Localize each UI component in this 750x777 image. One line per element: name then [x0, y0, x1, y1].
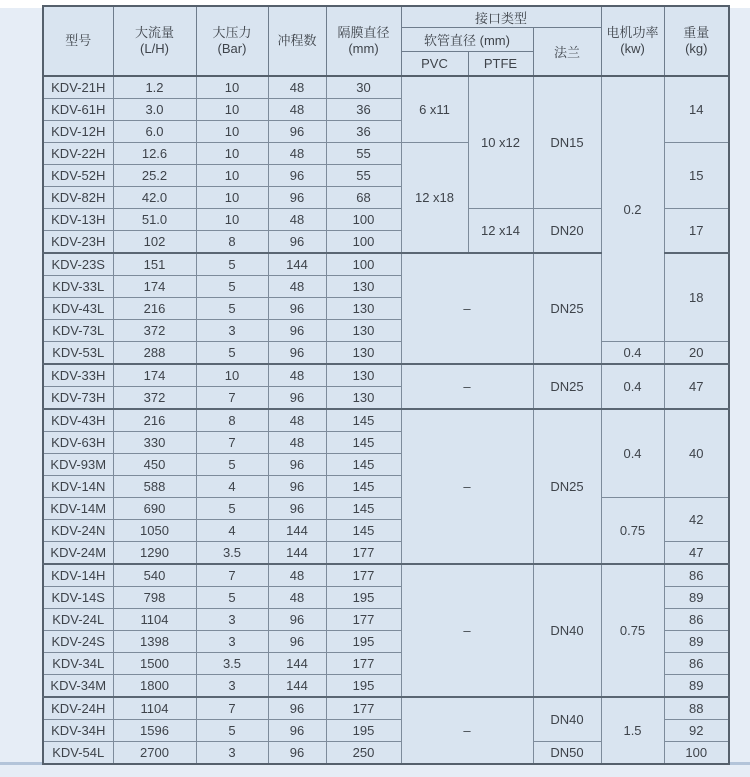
cell-pressure: 10 — [196, 165, 268, 187]
cell-pressure: 10 — [196, 187, 268, 209]
cell-model: KDV-63H — [43, 432, 113, 454]
cell-pressure: 5 — [196, 276, 268, 298]
cell-strokes: 144 — [268, 253, 326, 276]
cell-diaphragm: 145 — [326, 409, 401, 432]
cell-flow: 1800 — [113, 675, 196, 698]
header-diaphragm: 隔膜直径 (mm) — [326, 6, 401, 76]
table-header — [43, 6, 729, 76]
cell-diaphragm: 55 — [326, 143, 401, 165]
cell-power: 0.4 — [601, 342, 664, 365]
cell-flow: 372 — [113, 320, 196, 342]
cell-flow: 330 — [113, 432, 196, 454]
cell-model: KDV-54L — [43, 742, 113, 765]
cell-diaphragm: 145 — [326, 454, 401, 476]
cell-weight: 47 — [664, 542, 729, 565]
cell-model: KDV-24N — [43, 520, 113, 542]
cell-pressure: 5 — [196, 587, 268, 609]
cell-hose_both: – — [401, 564, 533, 697]
cell-weight: 86 — [664, 653, 729, 675]
cell-model: KDV-34L — [43, 653, 113, 675]
cell-pressure: 5 — [196, 454, 268, 476]
cell-diaphragm: 130 — [326, 364, 401, 387]
cell-strokes: 96 — [268, 298, 326, 320]
cell-pressure: 3 — [196, 320, 268, 342]
cell-flow: 151 — [113, 253, 196, 276]
cell-flow: 1398 — [113, 631, 196, 653]
cell-pressure: 10 — [196, 121, 268, 143]
cell-flow: 372 — [113, 387, 196, 410]
cell-pressure: 10 — [196, 99, 268, 121]
cell-flange: DN40 — [533, 697, 601, 742]
cell-pressure: 7 — [196, 697, 268, 720]
cell-model: KDV-24M — [43, 542, 113, 565]
cell-flow: 450 — [113, 454, 196, 476]
cell-flow: 6.0 — [113, 121, 196, 143]
cell-weight: 40 — [664, 409, 729, 498]
cell-power: 0.2 — [601, 76, 664, 342]
cell-strokes: 144 — [268, 542, 326, 565]
cell-strokes: 96 — [268, 697, 326, 720]
cell-diaphragm: 36 — [326, 121, 401, 143]
header-flow: 大流量 (L/H) — [113, 6, 196, 76]
cell-pressure: 10 — [196, 364, 268, 387]
cell-hose_both: – — [401, 697, 533, 764]
cell-pressure: 4 — [196, 476, 268, 498]
cell-model: KDV-12H — [43, 121, 113, 143]
cell-flow: 1104 — [113, 697, 196, 720]
header-weight: 重量 (kg) — [664, 6, 729, 76]
cell-flow: 540 — [113, 564, 196, 587]
cell-pressure: 4 — [196, 520, 268, 542]
cell-strokes: 96 — [268, 476, 326, 498]
cell-diaphragm: 177 — [326, 697, 401, 720]
table-row — [43, 364, 729, 387]
table-row — [43, 342, 729, 365]
cell-weight: 17 — [664, 209, 729, 254]
cell-flow: 12.6 — [113, 143, 196, 165]
cell-diaphragm: 130 — [326, 342, 401, 365]
cell-pressure: 5 — [196, 342, 268, 365]
cell-diaphragm: 30 — [326, 76, 401, 99]
cell-flow: 1104 — [113, 609, 196, 631]
cell-weight: 86 — [664, 609, 729, 631]
cell-flow: 588 — [113, 476, 196, 498]
cell-strokes: 96 — [268, 631, 326, 653]
cell-model: KDV-23H — [43, 231, 113, 254]
cell-hose_ptfe: 10 x12 — [468, 76, 533, 209]
cell-model: KDV-13H — [43, 209, 113, 231]
cell-hose_both: – — [401, 409, 533, 564]
cell-model: KDV-24S — [43, 631, 113, 653]
cell-strokes: 96 — [268, 342, 326, 365]
cell-flow: 216 — [113, 409, 196, 432]
cell-diaphragm: 145 — [326, 476, 401, 498]
cell-hose_ptfe: 12 x14 — [468, 209, 533, 254]
cell-diaphragm: 130 — [326, 276, 401, 298]
cell-weight: 86 — [664, 564, 729, 587]
cell-strokes: 48 — [268, 432, 326, 454]
cell-flow: 798 — [113, 587, 196, 609]
cell-model: KDV-73L — [43, 320, 113, 342]
cell-diaphragm: 145 — [326, 498, 401, 520]
cell-flange: DN40 — [533, 564, 601, 697]
cell-diaphragm: 195 — [326, 587, 401, 609]
cell-model: KDV-34M — [43, 675, 113, 698]
cell-weight: 20 — [664, 342, 729, 365]
cell-diaphragm: 177 — [326, 564, 401, 587]
cell-strokes: 144 — [268, 675, 326, 698]
cell-strokes: 96 — [268, 387, 326, 410]
cell-strokes: 96 — [268, 165, 326, 187]
cell-flow: 690 — [113, 498, 196, 520]
cell-diaphragm: 68 — [326, 187, 401, 209]
header-strokes: 冲程数 — [268, 6, 326, 76]
cell-strokes: 48 — [268, 564, 326, 587]
cell-pressure: 8 — [196, 409, 268, 432]
cell-diaphragm: 195 — [326, 720, 401, 742]
cell-strokes: 96 — [268, 320, 326, 342]
cell-flow: 174 — [113, 364, 196, 387]
cell-hose_pvc: 6 x11 — [401, 76, 468, 143]
table-row — [43, 76, 729, 99]
cell-diaphragm: 100 — [326, 231, 401, 254]
cell-flow: 1050 — [113, 520, 196, 542]
header-motor-power: 电机功率 (kw) — [601, 6, 664, 76]
cell-model: KDV-73H — [43, 387, 113, 410]
cell-strokes: 144 — [268, 653, 326, 675]
cell-hose_both: – — [401, 253, 533, 364]
cell-flange: DN20 — [533, 209, 601, 254]
cell-flange: DN15 — [533, 76, 601, 209]
cell-model: KDV-53L — [43, 342, 113, 365]
cell-flange: DN25 — [533, 253, 601, 364]
cell-strokes: 96 — [268, 720, 326, 742]
cell-model: KDV-23S — [43, 253, 113, 276]
cell-flange: DN50 — [533, 742, 601, 765]
cell-weight: 47 — [664, 364, 729, 409]
cell-diaphragm: 177 — [326, 653, 401, 675]
cell-model: KDV-33H — [43, 364, 113, 387]
cell-strokes: 48 — [268, 587, 326, 609]
table-row — [43, 697, 729, 720]
cell-flow: 216 — [113, 298, 196, 320]
cell-diaphragm: 100 — [326, 253, 401, 276]
cell-pressure: 10 — [196, 143, 268, 165]
header-ptfe: PTFE — [468, 52, 533, 77]
cell-diaphragm: 130 — [326, 298, 401, 320]
table-row — [43, 564, 729, 587]
cell-pressure: 3 — [196, 609, 268, 631]
cell-model: KDV-93M — [43, 454, 113, 476]
cell-pressure: 8 — [196, 231, 268, 254]
cell-pressure: 7 — [196, 432, 268, 454]
cell-flow: 25.2 — [113, 165, 196, 187]
cell-diaphragm: 145 — [326, 432, 401, 454]
cell-weight: 14 — [664, 76, 729, 143]
cell-strokes: 48 — [268, 209, 326, 231]
cell-strokes: 96 — [268, 609, 326, 631]
cell-pressure: 3 — [196, 742, 268, 765]
cell-strokes: 96 — [268, 187, 326, 209]
header-interface-type: 接口类型 — [401, 6, 601, 28]
table-row — [43, 409, 729, 432]
cell-flow: 51.0 — [113, 209, 196, 231]
table-row — [43, 498, 729, 520]
cell-strokes: 48 — [268, 276, 326, 298]
cell-strokes: 96 — [268, 742, 326, 765]
cell-diaphragm: 195 — [326, 631, 401, 653]
cell-diaphragm: 145 — [326, 520, 401, 542]
cell-pressure: 3 — [196, 631, 268, 653]
cell-diaphragm: 250 — [326, 742, 401, 765]
cell-pressure: 5 — [196, 720, 268, 742]
header-pvc: PVC — [401, 52, 468, 77]
cell-pressure: 5 — [196, 253, 268, 276]
cell-diaphragm: 36 — [326, 99, 401, 121]
cell-flow: 1500 — [113, 653, 196, 675]
cell-model: KDV-43H — [43, 409, 113, 432]
cell-weight: 100 — [664, 742, 729, 765]
cell-weight: 15 — [664, 143, 729, 209]
cell-diaphragm: 195 — [326, 675, 401, 698]
cell-diaphragm: 177 — [326, 609, 401, 631]
cell-strokes: 144 — [268, 520, 326, 542]
cell-power: 0.75 — [601, 564, 664, 697]
cell-flow: 3.0 — [113, 99, 196, 121]
header-model: 型号 — [43, 6, 113, 76]
cell-flow: 42.0 — [113, 187, 196, 209]
cell-strokes: 96 — [268, 231, 326, 254]
cell-power: 1.5 — [601, 697, 664, 764]
cell-flow: 174 — [113, 276, 196, 298]
cell-flow: 102 — [113, 231, 196, 254]
cell-strokes: 96 — [268, 498, 326, 520]
cell-model: KDV-21H — [43, 76, 113, 99]
cell-pressure: 7 — [196, 564, 268, 587]
cell-strokes: 48 — [268, 76, 326, 99]
cell-weight: 89 — [664, 631, 729, 653]
cell-model: KDV-33L — [43, 276, 113, 298]
cell-model: KDV-34H — [43, 720, 113, 742]
cell-hose_pvc: 12 x18 — [401, 143, 468, 254]
cell-model: KDV-14M — [43, 498, 113, 520]
cell-strokes: 48 — [268, 364, 326, 387]
cell-power: 0.75 — [601, 498, 664, 565]
cell-diaphragm: 177 — [326, 542, 401, 565]
cell-pressure: 5 — [196, 498, 268, 520]
spec-table-body — [43, 76, 729, 764]
cell-model: KDV-61H — [43, 99, 113, 121]
cell-model: KDV-82H — [43, 187, 113, 209]
header-pressure: 大压力 (Bar) — [196, 6, 268, 76]
cell-flow: 1596 — [113, 720, 196, 742]
cell-diaphragm: 130 — [326, 320, 401, 342]
cell-model: KDV-22H — [43, 143, 113, 165]
cell-pressure: 5 — [196, 298, 268, 320]
pump-spec-table — [42, 5, 730, 765]
cell-weight: 88 — [664, 697, 729, 720]
header-flange: 法兰 — [533, 28, 601, 77]
cell-pressure: 10 — [196, 76, 268, 99]
cell-model: KDV-14N — [43, 476, 113, 498]
cell-pressure: 3.5 — [196, 542, 268, 565]
cell-power: 0.4 — [601, 409, 664, 498]
cell-model: KDV-43L — [43, 298, 113, 320]
cell-power: 0.4 — [601, 364, 664, 409]
cell-weight: 89 — [664, 675, 729, 698]
cell-diaphragm: 130 — [326, 387, 401, 410]
cell-hose_both: – — [401, 364, 533, 409]
cell-model: KDV-24L — [43, 609, 113, 631]
cell-flow: 1290 — [113, 542, 196, 565]
cell-pressure: 3 — [196, 675, 268, 698]
header-hose-diameter: 软管直径 (mm) — [401, 28, 533, 52]
cell-model: KDV-24H — [43, 697, 113, 720]
cell-diaphragm: 100 — [326, 209, 401, 231]
cell-pressure: 7 — [196, 387, 268, 410]
cell-weight: 18 — [664, 253, 729, 342]
cell-strokes: 96 — [268, 121, 326, 143]
cell-model: KDV-52H — [43, 165, 113, 187]
cell-flow: 288 — [113, 342, 196, 365]
cell-strokes: 48 — [268, 143, 326, 165]
cell-pressure: 3.5 — [196, 653, 268, 675]
cell-diaphragm: 55 — [326, 165, 401, 187]
cell-flange: DN25 — [533, 364, 601, 409]
cell-model: KDV-14S — [43, 587, 113, 609]
cell-strokes: 96 — [268, 454, 326, 476]
cell-pressure: 10 — [196, 209, 268, 231]
cell-weight: 92 — [664, 720, 729, 742]
cell-flow: 2700 — [113, 742, 196, 765]
cell-flow: 1.2 — [113, 76, 196, 99]
cell-strokes: 48 — [268, 99, 326, 121]
cell-weight: 42 — [664, 498, 729, 542]
cell-flange: DN25 — [533, 409, 601, 564]
cell-model: KDV-14H — [43, 564, 113, 587]
cell-strokes: 48 — [268, 409, 326, 432]
cell-weight: 89 — [664, 587, 729, 609]
